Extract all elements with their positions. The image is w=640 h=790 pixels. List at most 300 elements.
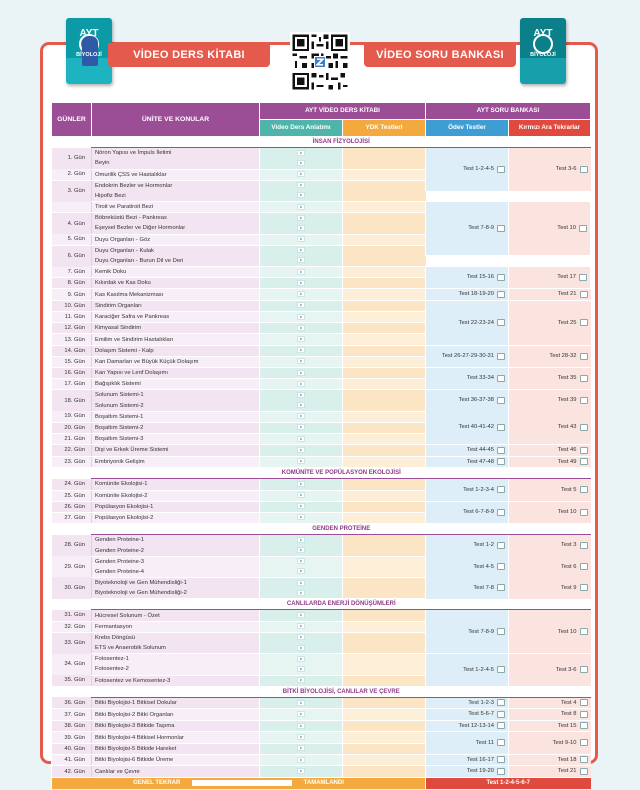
video-cell[interactable] — [260, 300, 343, 311]
video-cell[interactable] — [260, 245, 343, 256]
play-icon[interactable] — [297, 745, 305, 751]
video-cell[interactable] — [260, 766, 343, 778]
ydk-cell[interactable] — [343, 709, 426, 721]
odev-checkbox[interactable] — [497, 756, 505, 763]
play-icon[interactable] — [297, 645, 305, 651]
video-cell[interactable] — [260, 422, 343, 433]
odev-checkbox[interactable] — [497, 424, 505, 431]
video-cell[interactable] — [260, 754, 343, 766]
ydk-cell[interactable] — [343, 213, 426, 224]
ydk-cell[interactable] — [343, 312, 426, 323]
ydk-cell[interactable] — [343, 367, 426, 378]
col-gunler: GÜNLER — [52, 103, 92, 137]
kirmizi-cell — [509, 456, 591, 468]
video-cell[interactable] — [260, 610, 343, 621]
kirmizi-checkbox[interactable] — [580, 458, 588, 465]
play-icon[interactable] — [297, 436, 305, 442]
odev-cell — [426, 267, 509, 289]
play-icon[interactable] — [297, 666, 305, 672]
ydk-cell[interactable] — [343, 278, 426, 289]
topic-cell: Genden Proteine-2 — [92, 545, 260, 556]
ydk-cell[interactable] — [343, 202, 426, 213]
book-subject: BİYOLOJİ — [76, 52, 102, 58]
odev-checkbox[interactable] — [497, 666, 505, 673]
day-cell: 10. Gün — [52, 300, 92, 311]
odev-checkbox[interactable] — [497, 563, 505, 570]
video-cell[interactable] — [260, 312, 343, 323]
day-cell: 13. Gün — [52, 334, 92, 345]
odev-checkbox[interactable] — [497, 291, 505, 298]
video-cell[interactable] — [260, 411, 343, 422]
ydk-cell[interactable] — [343, 300, 426, 311]
topic-cell: Emilim ve Sindirim Hastalıkları — [92, 334, 260, 345]
odev-checkbox[interactable] — [497, 542, 505, 549]
ydk-cell[interactable] — [343, 148, 426, 159]
video-cell[interactable] — [260, 588, 343, 599]
odev-tests: Test 1-2-4-5 — [463, 666, 494, 673]
kirmizi-checkbox[interactable] — [580, 628, 588, 635]
kirmizi-checkbox[interactable] — [580, 756, 588, 763]
kirmizi-checkbox[interactable] — [580, 424, 588, 431]
play-icon[interactable] — [297, 347, 305, 353]
play-icon[interactable] — [297, 192, 305, 198]
topic-cell: Hücresel Solunum - Özet — [92, 610, 260, 621]
kirmizi-checkbox[interactable] — [580, 397, 588, 404]
kirmizi-checkbox[interactable] — [580, 166, 588, 173]
odev-checkbox[interactable] — [497, 447, 505, 454]
video-cell[interactable] — [260, 158, 343, 169]
day-cell: 17. Gün — [52, 379, 92, 390]
video-cell[interactable] — [260, 445, 343, 457]
odev-tests: Test 4-5 — [473, 563, 494, 570]
genel-tekrar-row — [52, 777, 426, 789]
video-cell[interactable] — [260, 267, 343, 278]
kirmizi-checkbox[interactable] — [579, 274, 587, 281]
ydk-cell[interactable] — [343, 567, 426, 578]
table-row — [52, 445, 591, 457]
play-icon[interactable] — [297, 537, 305, 543]
video-cell[interactable] — [260, 479, 343, 490]
video-cell[interactable] — [260, 675, 343, 686]
odev-checkbox[interactable] — [497, 166, 505, 173]
play-icon[interactable] — [297, 723, 305, 729]
ydk-cell[interactable] — [343, 334, 426, 345]
section-header — [52, 599, 591, 610]
video-cell[interactable] — [260, 334, 343, 345]
play-icon[interactable] — [297, 381, 305, 387]
topic-cell: Dişi ve Erkek Üreme Sistemi — [92, 445, 260, 457]
play-icon[interactable] — [297, 677, 305, 683]
topic-cell: Popülasyon Ekolojisi-2 — [92, 512, 260, 523]
odev-cell — [426, 390, 509, 411]
play-icon[interactable] — [297, 171, 305, 177]
play-icon[interactable] — [297, 424, 305, 430]
odev-checkbox[interactable] — [497, 274, 505, 281]
topic-cell: Duyu Organları - Burun Dil ve Deri — [92, 256, 260, 267]
day-cell: 33. Gün — [52, 632, 92, 653]
ydk-cell[interactable] — [343, 379, 426, 390]
odev-checkbox[interactable] — [497, 458, 505, 465]
odev-checkbox[interactable] — [497, 319, 505, 326]
odev-tests: Test 44-45 — [466, 447, 494, 454]
video-cell[interactable] — [260, 202, 343, 213]
table-row — [52, 501, 591, 512]
ydk-cell[interactable] — [343, 411, 426, 422]
ydk-cell[interactable] — [343, 643, 426, 654]
play-icon[interactable] — [297, 447, 305, 453]
genel-tekrar-line[interactable] — [192, 780, 292, 786]
odev-checkbox[interactable] — [497, 739, 505, 746]
video-cell[interactable] — [260, 697, 343, 709]
section-header — [52, 137, 591, 148]
play-icon[interactable] — [297, 269, 305, 275]
video-cell[interactable] — [260, 535, 343, 546]
ydk-cell[interactable] — [343, 743, 426, 754]
play-icon[interactable] — [297, 623, 305, 629]
kirmizi-cell — [509, 654, 591, 687]
ydk-cell[interactable] — [343, 577, 426, 588]
ydk-cell[interactable] — [343, 191, 426, 202]
video-cell[interactable] — [260, 356, 343, 367]
ydk-cell[interactable] — [343, 501, 426, 512]
section-header — [52, 686, 591, 697]
kirmizi-cell — [509, 535, 591, 556]
play-icon[interactable] — [297, 492, 305, 498]
play-icon[interactable] — [297, 370, 305, 376]
ydk-cell[interactable] — [343, 545, 426, 556]
video-cell[interactable] — [260, 512, 343, 523]
play-icon[interactable] — [297, 225, 305, 231]
ydk-cell[interactable] — [343, 158, 426, 169]
video-cell[interactable] — [260, 643, 343, 654]
video-cell[interactable] — [260, 664, 343, 675]
video-cell[interactable] — [260, 434, 343, 445]
odev-checkbox[interactable] — [497, 699, 505, 706]
day-cell: 28. Gün — [52, 535, 92, 556]
ydk-cell[interactable] — [343, 223, 426, 234]
day-cell: 26. Gün — [52, 501, 92, 512]
qr-code[interactable] — [290, 32, 350, 92]
play-icon[interactable] — [297, 711, 305, 717]
ydk-cell[interactable] — [343, 697, 426, 709]
section-title: KOMÜNİTE VE POPÜLASYON EKOLOJİSİ — [92, 468, 591, 479]
ydk-cell[interactable] — [343, 621, 426, 632]
play-icon[interactable] — [297, 314, 305, 320]
ydk-cell[interactable] — [343, 180, 426, 191]
video-cell[interactable] — [260, 180, 343, 191]
ydk-cell[interactable] — [343, 732, 426, 743]
topic-cell: Fotosentez-1 — [92, 654, 260, 665]
kirmizi-tests: Test 10 — [557, 509, 577, 516]
ydk-cell[interactable] — [343, 345, 426, 356]
video-cell[interactable] — [260, 191, 343, 202]
video-cell[interactable] — [260, 345, 343, 356]
kirmizi-tests: Test 43 — [557, 424, 577, 431]
ydk-cell[interactable] — [343, 234, 426, 245]
ydk-cell[interactable] — [343, 754, 426, 766]
ydk-cell[interactable] — [343, 664, 426, 675]
day-cell: 22. Gün — [52, 445, 92, 457]
play-icon[interactable] — [297, 413, 305, 419]
ydk-cell[interactable] — [343, 654, 426, 665]
kirmizi-checkbox[interactable] — [580, 353, 588, 360]
kirmizi-tests: Test 46 — [557, 447, 577, 454]
odev-cell — [426, 732, 509, 754]
kirmizi-checkbox[interactable] — [579, 225, 587, 232]
odev-cell — [426, 202, 509, 256]
play-icon[interactable] — [297, 302, 305, 308]
video-cell[interactable] — [260, 632, 343, 643]
video-cell[interactable] — [260, 278, 343, 289]
topic-cell: Genden Proteine-1 — [92, 535, 260, 546]
kirmizi-tests: Test 5 — [561, 486, 577, 493]
section-title: GENDEN PROTEİNE — [92, 524, 591, 535]
ydk-cell[interactable] — [343, 632, 426, 643]
kirmizi-checkbox[interactable] — [580, 375, 588, 382]
col-kirmizi: Kırmızı Ara Tekrarlar — [509, 120, 591, 137]
play-icon[interactable] — [297, 514, 305, 520]
kirmizi-tests: Test 28-32 — [549, 353, 577, 360]
video-cell[interactable] — [260, 223, 343, 234]
day-cell: 8. Gün — [52, 278, 92, 289]
play-icon[interactable] — [297, 700, 305, 706]
play-icon[interactable] — [297, 481, 305, 487]
play-icon[interactable] — [297, 150, 305, 156]
play-icon[interactable] — [297, 580, 305, 586]
kirmizi-checkbox[interactable] — [580, 768, 588, 775]
kirmizi-tests: Test 3-6 — [555, 666, 577, 673]
odev-cell — [426, 556, 509, 577]
play-icon[interactable] — [297, 547, 305, 553]
kirmizi-checkbox[interactable] — [580, 666, 588, 673]
play-icon[interactable] — [297, 257, 305, 263]
odev-cell — [426, 654, 509, 687]
kirmizi-checkbox[interactable] — [580, 486, 588, 493]
video-cell[interactable] — [260, 621, 343, 632]
odev-checkbox[interactable] — [497, 584, 505, 591]
play-icon[interactable] — [297, 160, 305, 166]
kirmizi-checkbox[interactable] — [580, 739, 588, 746]
video-cell[interactable] — [260, 556, 343, 567]
video-cell[interactable] — [260, 379, 343, 390]
video-cell[interactable] — [260, 367, 343, 378]
ydk-cell[interactable] — [343, 400, 426, 411]
col-group-soru: AYT SORU BANKASI — [426, 103, 591, 120]
ydk-cell[interactable] — [343, 445, 426, 457]
play-icon[interactable] — [297, 336, 305, 342]
ydk-cell[interactable] — [343, 610, 426, 621]
kirmizi-checkbox[interactable] — [580, 563, 588, 570]
odev-checkbox[interactable] — [497, 711, 505, 718]
day-cell: 2. Gün — [52, 169, 92, 180]
play-icon[interactable] — [297, 757, 305, 763]
topic-cell: Kas Kasılma Mekanizması — [92, 289, 260, 301]
play-icon[interactable] — [297, 325, 305, 331]
video-cell[interactable] — [260, 256, 343, 267]
table-row — [52, 732, 591, 743]
play-icon[interactable] — [297, 215, 305, 221]
kirmizi-tests: Test 18 — [557, 756, 577, 763]
odev-tests: Test 18-19-20 — [458, 291, 494, 298]
play-icon[interactable] — [297, 768, 305, 774]
odev-cell — [426, 697, 509, 709]
play-icon[interactable] — [297, 458, 305, 464]
ydk-cell[interactable] — [343, 434, 426, 445]
day-cell: 42. Gün — [52, 766, 92, 778]
ydk-cell[interactable] — [343, 456, 426, 468]
day-cell: 3. Gün — [52, 180, 92, 201]
video-cell[interactable] — [260, 654, 343, 665]
video-cell[interactable] — [260, 169, 343, 180]
video-cell[interactable] — [260, 289, 343, 301]
topic-cell: Duyu Organları - Kulak — [92, 245, 260, 256]
video-cell[interactable] — [260, 390, 343, 401]
ydk-cell[interactable] — [343, 289, 426, 301]
odev-tests: Test 7-8-9 — [468, 628, 494, 635]
kirmizi-tests: Test 39 — [557, 397, 577, 404]
kirmizi-checkbox[interactable] — [580, 584, 588, 591]
ydk-cell[interactable] — [343, 422, 426, 433]
col-odev: Ödev Testler — [426, 120, 509, 137]
video-cell[interactable] — [260, 501, 343, 512]
topic-cell: Krebs Döngüsü — [92, 632, 260, 643]
kirmizi-checkbox[interactable] — [580, 711, 588, 718]
kirmizi-checkbox[interactable] — [580, 542, 588, 549]
play-icon[interactable] — [297, 236, 305, 242]
video-cell[interactable] — [260, 732, 343, 743]
topic-cell: Bitki Biyolojisi-1 Bitkisel Dokular — [92, 697, 260, 709]
ydk-cell[interactable] — [343, 356, 426, 367]
play-icon[interactable] — [297, 612, 305, 618]
kirmizi-checkbox[interactable] — [580, 699, 588, 706]
kirmizi-tests: Test 8 — [561, 711, 577, 718]
ydk-cell[interactable] — [343, 267, 426, 278]
play-icon[interactable] — [297, 392, 305, 398]
video-cell[interactable] — [260, 545, 343, 556]
odev-checkbox[interactable] — [497, 628, 505, 635]
play-icon[interactable] — [297, 247, 305, 253]
table-row — [52, 411, 591, 422]
ydk-cell[interactable] — [343, 490, 426, 501]
ydk-cell[interactable] — [343, 766, 426, 778]
ydk-cell[interactable] — [343, 675, 426, 686]
video-cell[interactable] — [260, 148, 343, 159]
odev-checkbox[interactable] — [497, 722, 505, 729]
odev-checkbox[interactable] — [497, 486, 505, 493]
video-cell[interactable] — [260, 456, 343, 468]
play-icon[interactable] — [297, 558, 305, 564]
topic-cell: Genden Proteine-4 — [92, 567, 260, 578]
ydk-cell[interactable] — [343, 588, 426, 599]
kirmizi-cell — [509, 445, 591, 457]
video-cell[interactable] — [260, 400, 343, 411]
video-cell[interactable] — [260, 213, 343, 224]
odev-tests: Test 1-2-4-5 — [463, 166, 494, 173]
play-icon[interactable] — [297, 634, 305, 640]
odev-tests: Test 26-27-29-30-31 — [441, 353, 494, 360]
video-cell[interactable] — [260, 743, 343, 754]
video-cell[interactable] — [260, 567, 343, 578]
play-icon[interactable] — [297, 734, 305, 740]
topic-cell: Omurilik ÇSS ve Hastalıklar — [92, 169, 260, 180]
kirmizi-cell — [509, 411, 591, 445]
kirmizi-checkbox[interactable] — [580, 319, 588, 326]
kirmizi-checkbox[interactable] — [580, 291, 588, 298]
play-icon[interactable] — [297, 358, 305, 364]
odev-checkbox[interactable] — [497, 768, 505, 775]
ydk-cell[interactable] — [343, 479, 426, 490]
kirmizi-checkbox[interactable] — [580, 722, 588, 729]
topic-cell: Kan Damarları ve Büyük Küçük Dolaşım — [92, 356, 260, 367]
odev-cell — [426, 709, 509, 721]
play-icon[interactable] — [297, 656, 305, 662]
ydk-cell[interactable] — [343, 556, 426, 567]
day-cell: 23. Gün — [52, 456, 92, 468]
ydk-cell[interactable] — [343, 390, 426, 401]
play-icon[interactable] — [297, 568, 305, 574]
day-cell: 18. Gün — [52, 390, 92, 411]
odev-checkbox[interactable] — [497, 509, 505, 516]
play-icon[interactable] — [297, 402, 305, 408]
play-icon[interactable] — [297, 280, 305, 286]
topic-cell: Endokrin Bezler ve Hormonlar — [92, 180, 260, 191]
day-cell: 41. Gün — [52, 754, 92, 766]
video-cell[interactable] — [260, 577, 343, 588]
ydk-cell[interactable] — [343, 535, 426, 546]
table-row — [52, 556, 591, 567]
day-cell: 11. Gün — [52, 312, 92, 323]
kirmizi-checkbox[interactable] — [580, 509, 588, 516]
odev-checkbox[interactable] — [497, 225, 505, 232]
odev-checkbox[interactable] — [497, 397, 505, 404]
play-icon[interactable] — [297, 204, 305, 210]
video-cell[interactable] — [260, 323, 343, 334]
odev-checkbox[interactable] — [497, 375, 505, 382]
ydk-cell[interactable] — [343, 323, 426, 334]
video-cell[interactable] — [260, 490, 343, 501]
ydk-cell[interactable] — [343, 512, 426, 523]
ydk-cell[interactable] — [343, 720, 426, 732]
ydk-cell[interactable] — [343, 256, 426, 267]
odev-cell — [426, 720, 509, 732]
video-cell[interactable] — [260, 709, 343, 721]
video-cell[interactable] — [260, 720, 343, 732]
play-icon[interactable] — [297, 182, 305, 188]
topic-cell: Sindirim Organları — [92, 300, 260, 311]
kirmizi-checkbox[interactable] — [580, 447, 588, 454]
kirmizi-cell — [509, 300, 591, 345]
section-spacer — [52, 686, 92, 697]
odev-tests: Test 36-37-38 — [458, 397, 494, 404]
topic-cell: Bitki Biyolojisi-4 Bitkisel Hormonlar — [92, 732, 260, 743]
day-cell: 15. Gün — [52, 356, 92, 367]
section-spacer — [52, 137, 92, 148]
kirmizi-cell — [509, 367, 591, 389]
section-title: BİTKİ BİYOLOJİSİ, CANLILAR VE ÇEVRE — [92, 686, 591, 697]
play-icon[interactable] — [297, 590, 305, 596]
ydk-cell[interactable] — [343, 169, 426, 180]
play-icon[interactable] — [297, 503, 305, 509]
video-cell[interactable] — [260, 234, 343, 245]
table-row — [52, 390, 591, 401]
topic-cell: Biyoteknoloji ve Gen Mühendisliği-2 — [92, 588, 260, 599]
section-spacer — [52, 524, 92, 535]
play-icon[interactable] — [297, 291, 305, 297]
odev-checkbox[interactable] — [497, 353, 505, 360]
topic-cell: Solunum Sistemi-2 — [92, 400, 260, 411]
ydk-cell[interactable] — [343, 245, 426, 256]
day-cell: 25. Gün — [52, 490, 92, 501]
